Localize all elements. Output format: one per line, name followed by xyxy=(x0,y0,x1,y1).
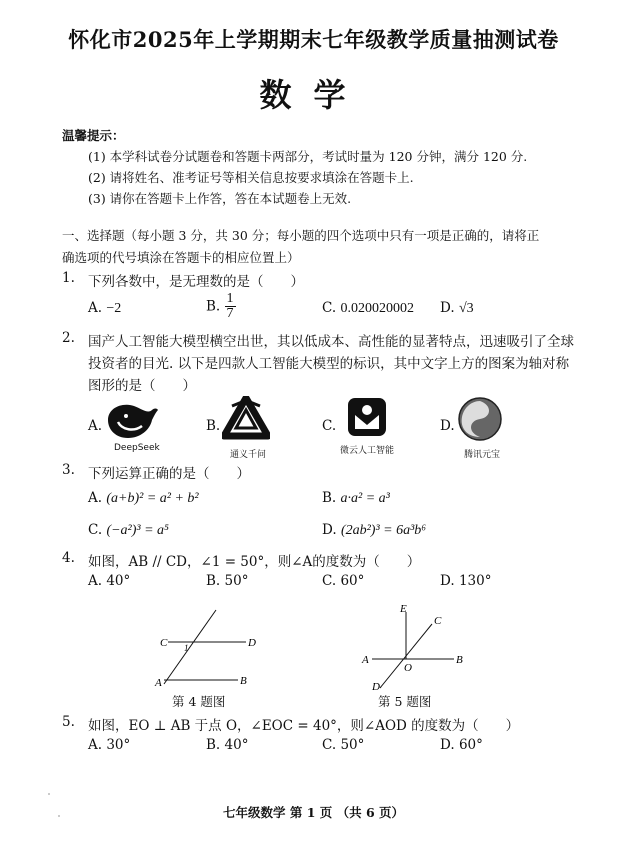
exam-title: 怀化市2025年上学期期末七年级教学质量抽测试卷 xyxy=(68,27,559,52)
tip-item-2: (2) 请将姓名、准考证号等相关信息按要求填涂在答题卡上. xyxy=(88,170,414,185)
q1-b-denominator: 7 xyxy=(226,306,234,321)
q2-c-label: C. xyxy=(322,418,337,434)
figure-4-caption: 第 4 题图 xyxy=(172,694,226,709)
q2-stem-line1: 国产人工智能大模型横空出世，其以低成本、高性能的显著特点，迅速吸引了全球 xyxy=(88,334,574,350)
q3-option-c xyxy=(88,522,169,539)
q2-c-caption: 微云人工智能 xyxy=(340,446,395,456)
tencent-yuanbao-logo xyxy=(458,397,502,441)
q1-option-d xyxy=(440,300,474,317)
fig4-label-b: B xyxy=(240,675,247,687)
q3-number: 3. xyxy=(62,462,75,478)
q5-b-text: 40° xyxy=(224,737,249,753)
q4-a-text: 40° xyxy=(106,573,131,589)
fig4-label-angle1: 1 xyxy=(184,643,189,653)
q4-a-label: A. xyxy=(88,573,103,589)
fig5-label-b: B xyxy=(456,654,463,666)
q1-d-label: D. xyxy=(440,300,455,316)
q3-c-label: C. xyxy=(88,522,103,538)
q5-c-text: 50° xyxy=(340,737,365,753)
q2-stem-line2: 投资者的目光. 以下是四款人工智能大模型的标识，其中文字上方的图案为轴对称 xyxy=(88,356,570,372)
tongyi-qianwen-logo xyxy=(222,396,270,444)
q5-option-a xyxy=(88,737,130,753)
section1-heading-line1: 一、选择题（每小题 3 分，共 30 分；每小题的四个选项中只有一项是正确的，请将正 xyxy=(62,228,540,243)
tips-heading: 温馨提示： xyxy=(62,128,125,143)
q1-c-text: 0.020020002 xyxy=(340,301,414,316)
q4-d-label: D. xyxy=(440,573,455,589)
q1-option-a xyxy=(88,300,121,317)
tip-item-1: (1) 本学科试卷分试题卷和答题卡两部分，考试时量为 120 分钟，满分 120 分. xyxy=(88,149,528,164)
fig4-label-a: A xyxy=(155,677,162,689)
q1-option-c xyxy=(322,300,414,317)
q3-option-a xyxy=(88,490,199,507)
q4-stem: 如图，AB // CD，∠1 = 50°，则∠A的度数为（ ） xyxy=(88,554,421,570)
q5-c-label: C. xyxy=(322,737,337,753)
q2-d-caption: 腾讯元宝 xyxy=(464,450,501,460)
fig4-label-c: C xyxy=(160,637,168,649)
fig4-transversal xyxy=(164,610,216,684)
q3-d-text: (2ab²)³ = 6a³b⁶ xyxy=(340,523,427,538)
figure-4-diagram xyxy=(150,606,270,690)
deepseek-whale-logo xyxy=(104,400,162,440)
fig5-label-d: D xyxy=(372,681,380,693)
q1-a-text: −2 xyxy=(106,301,122,316)
q5-a-text: 30° xyxy=(106,737,131,753)
q2-a-caption: DeepSeek xyxy=(114,443,160,453)
q3-option-d xyxy=(322,522,426,539)
q3-b-text: a·a² = a³ xyxy=(340,491,390,506)
q5-stem: 如图，EO ⊥ AB 于点 O，∠EOC = 40°，则∠AOD 的度数为（ ） xyxy=(88,718,520,734)
page-footer: 七年级数学 第 1 页 （共 6 页） xyxy=(222,805,404,820)
q1-option-b xyxy=(206,292,236,321)
q4-option-a xyxy=(88,573,130,589)
q3-d-label: D. xyxy=(322,522,337,538)
weiyun-ai-logo xyxy=(347,397,387,437)
q1-b-label: B. xyxy=(206,298,221,315)
q2-b-caption: 通义千问 xyxy=(230,450,267,460)
q4-c-label: C. xyxy=(322,573,337,589)
q3-a-text: (a+b)² = a² + b² xyxy=(106,491,199,506)
q5-d-label: D. xyxy=(440,737,455,753)
scan-speck xyxy=(48,793,50,795)
q5-option-c xyxy=(322,737,364,753)
subject-title: 数学 xyxy=(259,76,368,114)
q5-option-b xyxy=(206,737,248,753)
fig5-label-e: E xyxy=(400,603,407,615)
q3-b-label: B. xyxy=(322,490,337,506)
q2-b-label: B. xyxy=(206,418,221,434)
q4-number: 4. xyxy=(62,550,75,566)
q4-c-text: 60° xyxy=(340,573,365,589)
q1-stem: 下列各数中，是无理数的是（ ） xyxy=(88,274,304,290)
figure-5-diagram xyxy=(360,602,470,694)
q4-d-text: 130° xyxy=(458,573,492,589)
q5-option-d xyxy=(440,737,483,753)
q4-option-b xyxy=(206,573,248,589)
q5-b-label: B. xyxy=(206,737,221,753)
q1-a-label: A. xyxy=(88,300,103,316)
q2-number: 2. xyxy=(62,330,75,346)
q2-stem-line3: 图形的是（ ） xyxy=(88,378,196,394)
q4-b-text: 50° xyxy=(224,573,249,589)
q3-stem: 下列运算正确的是（ ） xyxy=(88,466,250,482)
q3-a-label: A. xyxy=(88,490,103,506)
q4-option-c xyxy=(322,573,364,589)
q1-d-text: √3 xyxy=(458,301,474,316)
q1-b-fraction xyxy=(225,292,236,321)
figure-5-caption: 第 5 题图 xyxy=(378,694,432,709)
q3-option-b xyxy=(322,490,390,507)
q3-c-text: (−a²)³ = a⁵ xyxy=(106,523,169,538)
fig5-label-c: C xyxy=(434,615,442,627)
q1-b-numerator: 1 xyxy=(226,291,234,306)
q5-number: 5. xyxy=(62,714,75,730)
section1-heading-line2: 确选项的代号填涂在答题卡的相应位置上） xyxy=(62,250,300,265)
fig5-label-a: A xyxy=(362,654,369,666)
q1-number: 1. xyxy=(62,270,75,286)
q1-c-label: C. xyxy=(322,300,337,316)
q4-b-label: B. xyxy=(206,573,221,589)
q2-a-label: A. xyxy=(88,418,103,434)
q5-a-label: A. xyxy=(88,737,103,753)
q4-option-d xyxy=(440,573,491,589)
q5-d-text: 60° xyxy=(458,737,483,753)
fig5-label-o: O xyxy=(404,662,412,674)
q2-d-label: D. xyxy=(440,418,455,434)
fig4-label-d: D xyxy=(248,637,256,649)
tip-item-3: (3) 请你在答题卡上作答，答在本试题卷上无效. xyxy=(88,191,352,206)
